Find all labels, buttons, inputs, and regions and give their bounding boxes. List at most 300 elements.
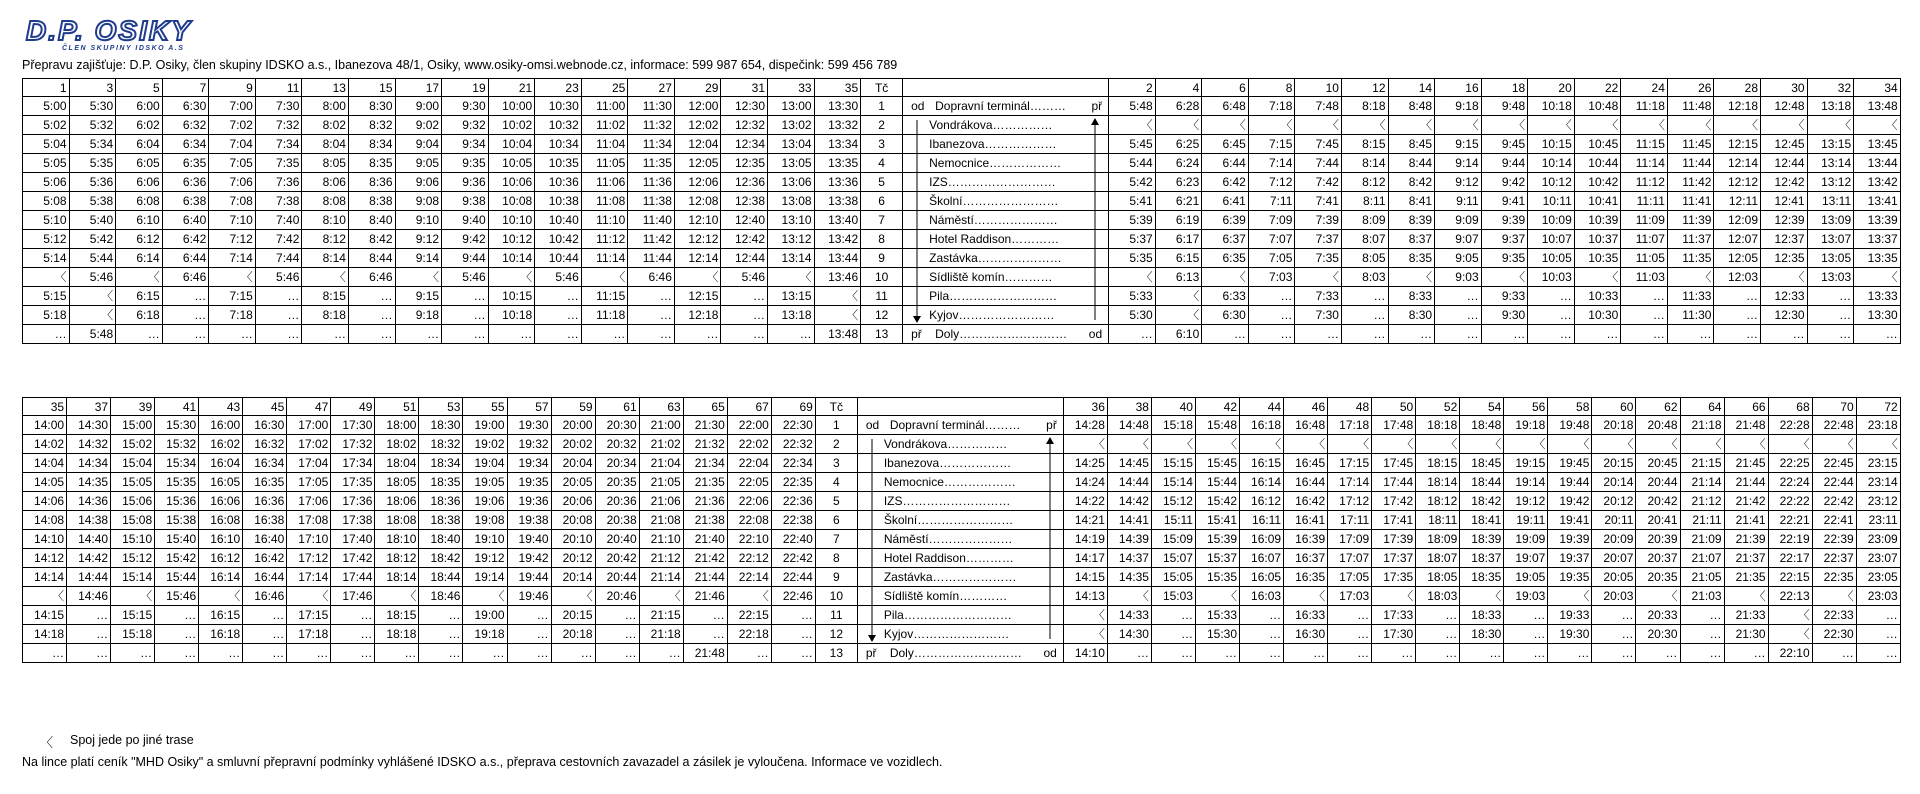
departure-time: 6:00 <box>116 97 163 116</box>
departure-time: … <box>507 644 551 663</box>
departure-time: 18:32 <box>419 435 463 454</box>
departure-time: 7:42 <box>1295 173 1342 192</box>
departure-time: … <box>768 325 815 344</box>
departure-time: 13:42 <box>814 230 861 249</box>
departure-time: 20:05 <box>551 473 595 492</box>
departure-time: 〈 <box>23 268 70 287</box>
departure-time: 8:44 <box>1388 154 1435 173</box>
departure-time: 6:17 <box>1155 230 1202 249</box>
stop-name: Školní…………………… <box>929 194 1059 208</box>
departure-time: 8:41 <box>1388 192 1435 211</box>
trip-number: 46 <box>1284 398 1328 416</box>
departure-time: … <box>331 644 375 663</box>
departure-time: 〈 <box>1548 587 1592 606</box>
departure-time: 17:02 <box>287 435 331 454</box>
departure-time: 〈 <box>1248 116 1295 135</box>
trip-number: 48 <box>1328 398 1372 416</box>
departure-time: 11:40 <box>628 211 675 230</box>
departure-time: 5:00 <box>23 97 70 116</box>
departure-time: 22:33 <box>1812 606 1856 625</box>
departure-time: 7:45 <box>1295 135 1342 154</box>
trip-number: 64 <box>1680 398 1724 416</box>
departure-time: 9:45 <box>1481 135 1528 154</box>
departure-time: 22:39 <box>1812 530 1856 549</box>
departure-time: 18:10 <box>375 530 419 549</box>
departure-time: 21:35 <box>1724 568 1768 587</box>
departure-time: … <box>674 325 721 344</box>
departure-time: 8:03 <box>1341 268 1388 287</box>
departure-time: 19:05 <box>1504 568 1548 587</box>
departure-time: 19:44 <box>507 568 551 587</box>
departure-time: 17:03 <box>1328 587 1372 606</box>
departure-time: 〈 <box>463 587 507 606</box>
trip-number: 50 <box>1372 398 1416 416</box>
departure-time: 12:00 <box>674 97 721 116</box>
departure-time: 〈 <box>1854 116 1901 135</box>
departure-time: 16:00 <box>199 416 243 435</box>
trip-number: 32 <box>1807 79 1854 97</box>
trip-number: 36 <box>1063 398 1107 416</box>
departure-time: 13:33 <box>1854 287 1901 306</box>
departure-time: 5:42 <box>1109 173 1156 192</box>
departure-time: 18:45 <box>1460 454 1504 473</box>
trip-number: 60 <box>1592 398 1636 416</box>
departure-time: 15:05 <box>1151 568 1195 587</box>
departure-time: … <box>1812 644 1856 663</box>
departure-time: 〈 <box>1202 268 1249 287</box>
departure-time: 11:33 <box>1667 287 1714 306</box>
departure-time: 6:37 <box>1202 230 1249 249</box>
departure-time: 11:39 <box>1667 211 1714 230</box>
departure-time: 22:25 <box>1768 454 1812 473</box>
trip-number: 59 <box>551 398 595 416</box>
departure-time: 19:42 <box>1548 492 1592 511</box>
departure-time: 8:05 <box>1341 249 1388 268</box>
departure-time: 9:34 <box>442 135 489 154</box>
departure-time: … <box>243 606 287 625</box>
stop-cell <box>903 325 1109 344</box>
stop-cell <box>857 416 1063 435</box>
departure-time: 9:12 <box>1435 173 1482 192</box>
departure-time: 15:37 <box>1195 549 1239 568</box>
departure-time: 22:19 <box>1768 530 1812 549</box>
departure-time: 〈 <box>1621 116 1668 135</box>
departure-time: … <box>595 644 639 663</box>
trip-number: 31 <box>721 79 768 97</box>
departure-time: … <box>209 325 256 344</box>
trip-number: 10 <box>1295 79 1342 97</box>
stop-cell <box>857 435 1063 454</box>
trip-number: 56 <box>1504 398 1548 416</box>
departure-time: 7:14 <box>1248 154 1295 173</box>
table-row <box>23 492 1901 511</box>
trip-number: 41 <box>155 398 199 416</box>
departure-time: 11:04 <box>581 135 628 154</box>
departure-time: 17:41 <box>1372 511 1416 530</box>
departure-time: 21:44 <box>1724 473 1768 492</box>
departure-time: 14:15 <box>1063 568 1107 587</box>
departure-time: 6:13 <box>1155 268 1202 287</box>
departure-time: 17:12 <box>1328 492 1372 511</box>
stop-cell <box>857 530 1063 549</box>
trip-number: 35 <box>814 79 861 97</box>
stop-number: 2 <box>861 116 903 135</box>
departure-time: 17:07 <box>1328 549 1372 568</box>
departure-time: 11:02 <box>581 116 628 135</box>
departure-time: 12:05 <box>674 154 721 173</box>
departure-time: 20:38 <box>595 511 639 530</box>
departure-time: 14:48 <box>1107 416 1151 435</box>
departure-time: … <box>243 644 287 663</box>
departure-time: 15:11 <box>1151 511 1195 530</box>
departure-time: 18:00 <box>375 416 419 435</box>
departure-time: 21:05 <box>1680 568 1724 587</box>
trip-number: 65 <box>683 398 727 416</box>
departure-time: … <box>771 625 815 644</box>
departure-time: … <box>1460 644 1504 663</box>
departure-time: 15:41 <box>1195 511 1239 530</box>
departure-time: 17:35 <box>331 473 375 492</box>
stop-cell <box>903 268 1109 287</box>
departure-time: 14:42 <box>67 549 111 568</box>
departure-time: 5:44 <box>1109 154 1156 173</box>
stop-name: Zastávka………………… <box>883 570 1017 584</box>
departure-time: 14:14 <box>23 568 67 587</box>
departure-time: … <box>348 306 395 325</box>
departure-time: 〈 <box>1856 435 1900 454</box>
departure-time: 20:39 <box>1636 530 1680 549</box>
departure-time: 6:05 <box>116 154 163 173</box>
departure-time: 7:06 <box>209 173 256 192</box>
departure-time: 12:37 <box>1761 230 1808 249</box>
departure-time: … <box>628 287 675 306</box>
table-row <box>23 644 1901 663</box>
departure-time: … <box>1504 644 1548 663</box>
departure-time: 6:04 <box>116 135 163 154</box>
table-row <box>23 606 1901 625</box>
departure-time: 18:07 <box>1416 549 1460 568</box>
departure-time: 9:44 <box>1481 154 1528 173</box>
departure-time: 9:42 <box>442 230 489 249</box>
departure-time: 18:12 <box>1416 492 1460 511</box>
departure-time: 10:42 <box>535 230 582 249</box>
departure-time: … <box>1295 325 1342 344</box>
departure-time: 〈 <box>1240 435 1284 454</box>
departure-time: 7:15 <box>209 287 256 306</box>
departure-time: 18:04 <box>375 454 419 473</box>
departure-time: 〈 <box>1812 587 1856 606</box>
departure-time: 8:35 <box>348 154 395 173</box>
departure-time: 14:21 <box>1063 511 1107 530</box>
departure-time: 17:30 <box>331 416 375 435</box>
table-row <box>23 625 1901 644</box>
departure-time: … <box>1528 306 1575 325</box>
departure-time: 20:18 <box>551 625 595 644</box>
departure-time: 5:14 <box>23 249 70 268</box>
departure-time: 〈 <box>1341 116 1388 135</box>
departure-time: 17:18 <box>1328 416 1372 435</box>
departure-time: … <box>1416 606 1460 625</box>
departure-time: 11:44 <box>1667 154 1714 173</box>
departure-time: 19:14 <box>1504 473 1548 492</box>
departure-time: 15:44 <box>1195 473 1239 492</box>
stop-number: 13 <box>861 325 903 344</box>
departure-time: 21:07 <box>1680 549 1724 568</box>
departure-time: 9:05 <box>1435 249 1482 268</box>
departure-time: 22:46 <box>771 587 815 606</box>
departure-time: 9:06 <box>395 173 442 192</box>
departure-time: 15:45 <box>1195 454 1239 473</box>
departure-time: 14:38 <box>67 511 111 530</box>
departure-time: 22:41 <box>1812 511 1856 530</box>
departure-time: 15:34 <box>155 454 199 473</box>
departure-time: 9:15 <box>1435 135 1482 154</box>
departure-time: 15:48 <box>1195 416 1239 435</box>
trip-number: 72 <box>1856 398 1900 416</box>
departure-time: 16:18 <box>199 625 243 644</box>
stop-cell <box>903 249 1109 268</box>
departure-time: 15:12 <box>1151 492 1195 511</box>
stop-cell <box>857 644 1063 663</box>
departure-time: 14:36 <box>67 492 111 511</box>
trip-number: 53 <box>419 398 463 416</box>
trip-number: 35 <box>23 398 67 416</box>
departure-time: 18:46 <box>419 587 463 606</box>
table-row <box>23 325 1901 344</box>
departure-time: 8:30 <box>348 97 395 116</box>
departure-time: … <box>1341 287 1388 306</box>
departure-time: 14:32 <box>67 435 111 454</box>
departure-time: 5:30 <box>69 97 116 116</box>
departure-time: 11:03 <box>1621 268 1668 287</box>
trip-number: 61 <box>595 398 639 416</box>
trip-number: 38 <box>1107 398 1151 416</box>
departure-time: 6:39 <box>1202 211 1249 230</box>
departure-time: 10:38 <box>535 192 582 211</box>
departure-time: 14:30 <box>1107 625 1151 644</box>
stop-cell <box>857 568 1063 587</box>
departure-time: 14:15 <box>23 606 67 625</box>
departure-time: 17:36 <box>331 492 375 511</box>
departure-time: 14:02 <box>23 435 67 454</box>
departure-time: 11:14 <box>581 249 628 268</box>
departure-time: 6:12 <box>116 230 163 249</box>
stop-name: Náměstí………………… <box>883 532 1013 546</box>
departure-time: 11:12 <box>1621 173 1668 192</box>
departure-time: 21:00 <box>639 416 683 435</box>
departure-time: 17:05 <box>1328 568 1372 587</box>
table-row <box>23 268 1901 287</box>
stop-number: 5 <box>815 492 857 511</box>
table-row <box>23 530 1901 549</box>
departure-time: 19:38 <box>507 511 551 530</box>
departure-time: 14:46 <box>67 587 111 606</box>
departure-time: 22:12 <box>727 549 771 568</box>
departure-time: … <box>67 625 111 644</box>
departure-time: 9:36 <box>442 173 489 192</box>
departure-time: 22:32 <box>771 435 815 454</box>
departure-time: 5:40 <box>69 211 116 230</box>
trip-number: 68 <box>1768 398 1812 416</box>
departure-time: 16:14 <box>1240 473 1284 492</box>
departure-time: … <box>595 625 639 644</box>
departure-time: 11:18 <box>581 306 628 325</box>
departure-time: 10:14 <box>1528 154 1575 173</box>
departure-time: 16:34 <box>243 454 287 473</box>
departure-time: 17:48 <box>1372 416 1416 435</box>
departure-time: 17:15 <box>1328 454 1372 473</box>
departure-time: 23:15 <box>1856 454 1900 473</box>
table-row <box>23 249 1901 268</box>
departure-time: 17:42 <box>331 549 375 568</box>
departure-time: 〈 <box>1388 268 1435 287</box>
table-row <box>23 211 1901 230</box>
departure-time: 14:28 <box>1063 416 1107 435</box>
trip-number-row <box>23 79 1901 97</box>
departure-time: … <box>155 644 199 663</box>
departure-time: 〈 <box>581 268 628 287</box>
departure-time: 10:12 <box>488 230 535 249</box>
departure-time: 21:12 <box>1680 492 1724 511</box>
departure-time: … <box>1856 644 1900 663</box>
departure-time: 17:14 <box>287 568 331 587</box>
departure-time: 7:15 <box>1248 135 1295 154</box>
departure-time: 9:37 <box>1481 230 1528 249</box>
departure-time: … <box>535 306 582 325</box>
departure-time: 6:30 <box>162 97 209 116</box>
stop-name: Nemocnice……………… <box>929 156 1062 170</box>
departure-time: … <box>595 606 639 625</box>
other-route-icon: 〈 <box>40 735 54 750</box>
departure-time: 14:35 <box>67 473 111 492</box>
departure-time: 5:15 <box>23 287 70 306</box>
trip-number: 28 <box>1714 79 1761 97</box>
departure-time: 〈 <box>1812 435 1856 454</box>
departure-time: 18:42 <box>1460 492 1504 511</box>
departure-time: 20:42 <box>595 549 639 568</box>
departure-time: 16:05 <box>1240 568 1284 587</box>
departure-time: 20:30 <box>1636 625 1680 644</box>
departure-time: 8:12 <box>302 230 349 249</box>
stop-cell <box>903 154 1109 173</box>
departure-time: 22:15 <box>727 606 771 625</box>
departure-time: 12:42 <box>721 230 768 249</box>
trip-number: 20 <box>1528 79 1575 97</box>
departure-time: 14:30 <box>67 416 111 435</box>
departure-time: … <box>1714 306 1761 325</box>
pr-label: př <box>1091 99 1103 113</box>
departure-time: … <box>1195 644 1239 663</box>
departure-time: 6:46 <box>628 268 675 287</box>
departure-time: 21:34 <box>683 454 727 473</box>
pr-label: př <box>1046 418 1057 432</box>
departure-time: 21:14 <box>639 568 683 587</box>
departure-time: 10:42 <box>1574 173 1621 192</box>
departure-time: 11:05 <box>1621 249 1668 268</box>
departure-time: … <box>442 325 489 344</box>
departure-time: 9:30 <box>1481 306 1528 325</box>
departure-time: 19:40 <box>507 530 551 549</box>
departure-time: 〈 <box>1109 268 1156 287</box>
departure-time: 8:18 <box>302 306 349 325</box>
departure-time: … <box>1504 606 1548 625</box>
departure-time: 16:06 <box>199 492 243 511</box>
departure-time: 16:38 <box>243 511 287 530</box>
stop-name: Sídliště komín………… <box>883 589 1008 603</box>
stop-number: 13 <box>815 644 857 663</box>
departure-time: 19:12 <box>1504 492 1548 511</box>
departure-time: 9:18 <box>395 306 442 325</box>
departure-time: 9:35 <box>1481 249 1528 268</box>
departure-time: 20:45 <box>1636 454 1680 473</box>
departure-time: 16:18 <box>1240 416 1284 435</box>
departure-time: 15:10 <box>111 530 155 549</box>
departure-time: 7:48 <box>1295 97 1342 116</box>
departure-time: 10:41 <box>1574 192 1621 211</box>
departure-time: … <box>155 625 199 644</box>
departure-time: 〈 <box>1761 116 1808 135</box>
departure-time: 13:48 <box>814 325 861 344</box>
departure-time: 15:44 <box>155 568 199 587</box>
departure-time: 8:04 <box>302 135 349 154</box>
departure-time: 10:33 <box>1574 287 1621 306</box>
departure-time: 21:12 <box>639 549 683 568</box>
table-row <box>23 416 1901 435</box>
departure-time: … <box>1528 325 1575 344</box>
departure-time: … <box>628 306 675 325</box>
tc-header: Tč <box>815 398 857 416</box>
departure-time: 9:38 <box>442 192 489 211</box>
pr-label: př <box>911 327 922 341</box>
departure-time: 21:39 <box>1724 530 1768 549</box>
trip-number: 9 <box>209 79 256 97</box>
trip-number: 58 <box>1548 398 1592 416</box>
departure-time: 14:39 <box>1107 530 1151 549</box>
departure-time: 11:07 <box>1621 230 1668 249</box>
stop-number: 1 <box>861 97 903 116</box>
od-label: od <box>911 99 925 113</box>
departure-time: 20:02 <box>551 435 595 454</box>
departure-time: 18:39 <box>1460 530 1504 549</box>
departure-time: 11:30 <box>628 97 675 116</box>
departure-time: 13:02 <box>768 116 815 135</box>
departure-time: … <box>1592 625 1636 644</box>
departure-time: 16:10 <box>199 530 243 549</box>
departure-time: … <box>1714 287 1761 306</box>
departure-time: 9:48 <box>1481 97 1528 116</box>
departure-time: 7:11 <box>1248 192 1295 211</box>
departure-time: 20:12 <box>1592 492 1636 511</box>
departure-time: 17:14 <box>1328 473 1372 492</box>
departure-time: … <box>255 306 302 325</box>
stop-cell <box>857 454 1063 473</box>
departure-time: 12:40 <box>721 211 768 230</box>
trip-number: 51 <box>375 398 419 416</box>
departure-time: 20:07 <box>1592 549 1636 568</box>
table-row <box>23 135 1901 154</box>
trip-number: 11 <box>255 79 302 97</box>
departure-time: 20:37 <box>1636 549 1680 568</box>
departure-time: 9:12 <box>395 230 442 249</box>
departure-time: 11:08 <box>581 192 628 211</box>
departure-time: 6:15 <box>116 287 163 306</box>
departure-time: … <box>1854 325 1901 344</box>
departure-time: 17:34 <box>331 454 375 473</box>
departure-time: 7:03 <box>1248 268 1295 287</box>
departure-time: 18:44 <box>1460 473 1504 492</box>
departure-time: 22:35 <box>771 473 815 492</box>
departure-time: … <box>1435 306 1482 325</box>
